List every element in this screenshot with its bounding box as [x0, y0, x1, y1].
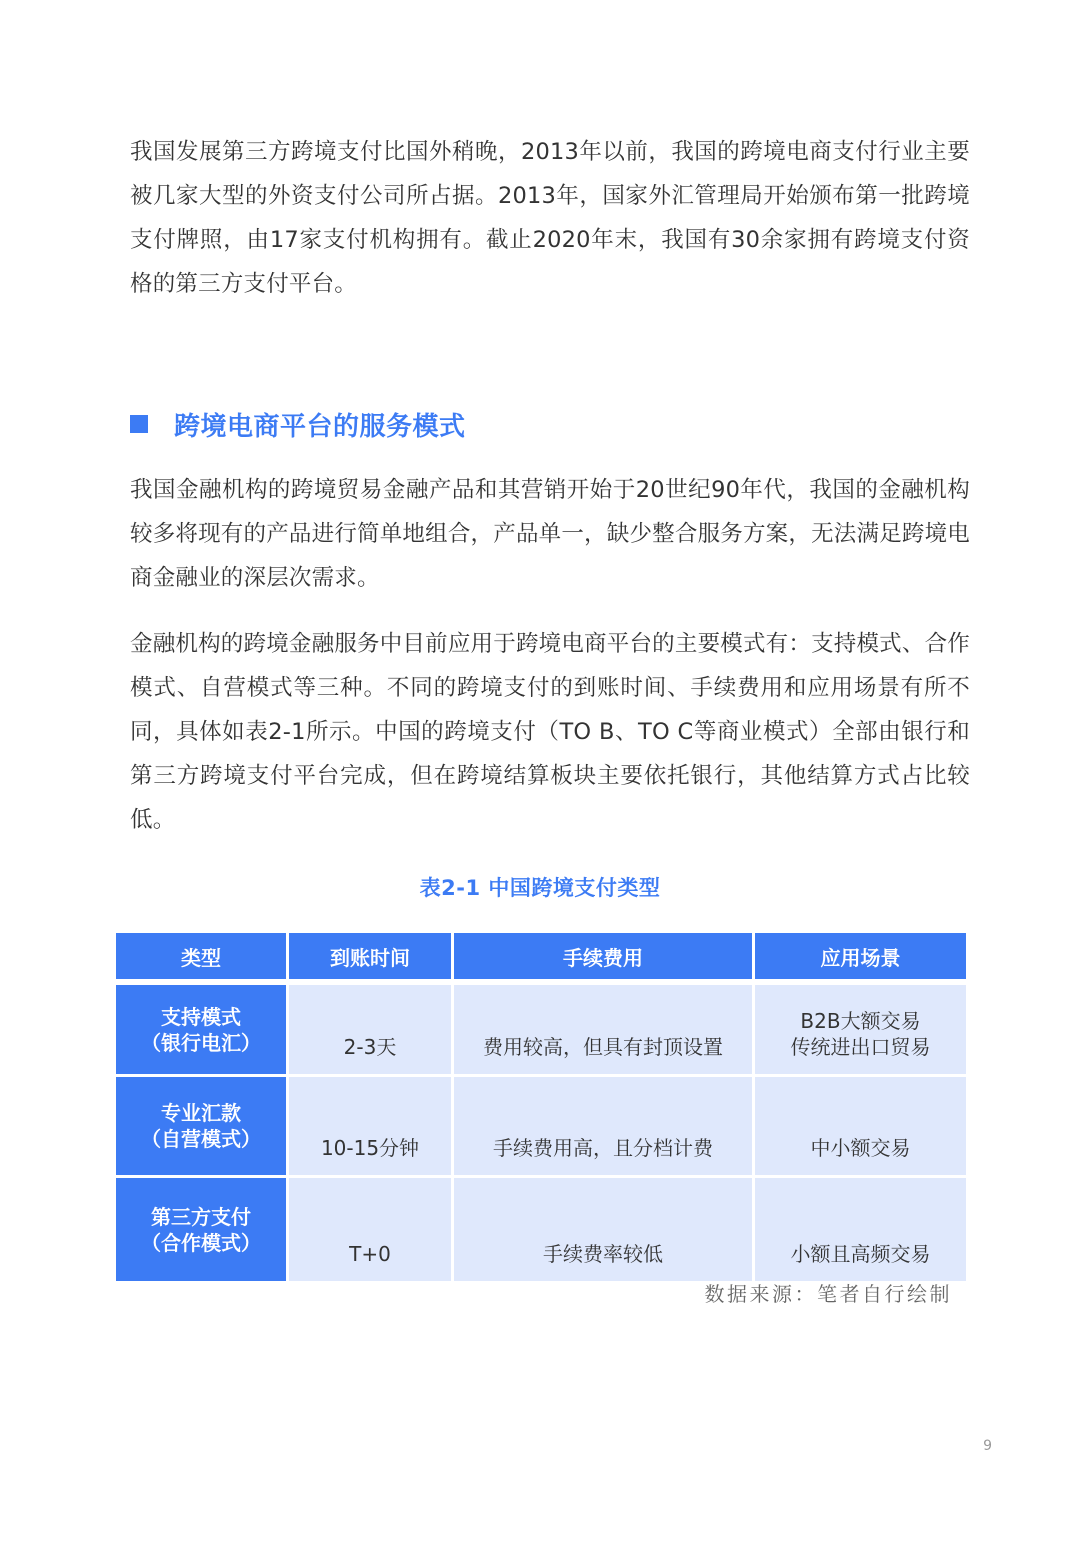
scenario-cell: 中小额交易 — [755, 1077, 966, 1178]
body-paragraph-2: 我国金融机构的跨境贸易金融产品和其营销开始于20世纪90年代，我国的金融机构较多将现有的产品进行简单地组合，产品单一，缺少整合服务方案，无法满足跨境电商金融业的深层次需求。 — [130, 477, 970, 591]
scenario-cell — [755, 985, 966, 1077]
intro-paragraph: 我国发展第三方跨境支付比国外稍晚，2013年以前，我国的跨境电商支付行业主要被几家大型的外资支付公司所占据。2013年，国家外汇管理局开始颁布第一批跨境支付牌照，由17家支付机构拥有。截止2020年末，我国有30余家拥有跨境支付资格的第三方支付平台。 — [130, 139, 970, 297]
table-row — [116, 1077, 966, 1178]
row-type-name: 第三方支付 — [151, 1204, 251, 1229]
square-bullet-icon — [130, 415, 148, 433]
row-type-name: 支持模式 — [161, 1004, 241, 1029]
row-type-mode: （银行电汇） — [141, 1030, 261, 1055]
table-header-row — [116, 933, 966, 985]
table-row — [116, 985, 966, 1077]
body-paragraph-3: 金融机构的跨境金融服务中目前应用于跨境电商平台的主要模式有：支持模式、合作模式、自营模式等三种。不同的跨境支付的到账时间、手续费用和应用场景有所不同，具体如表2-1所示。中国的跨境支付（TO B、TO C等商业模式）全部由银行和第三方跨境支付平台完成，但在跨境结算板块主要依托银行，其他结算方式占比较低。 — [130, 631, 970, 833]
fee-cell: 手续费用高，且分档计费 — [454, 1077, 755, 1178]
data-source-note: 数据来源：笔者自行绘制 — [704, 1282, 952, 1306]
arrival-time-cell: T+0 — [289, 1178, 454, 1281]
arrival-time-cell: 2-3天 — [289, 985, 454, 1077]
fee-cell: 手续费率较低 — [454, 1178, 755, 1281]
header-type: 类型 — [116, 933, 289, 985]
scenario-line: B2B大额交易 — [800, 1009, 921, 1033]
table-row — [116, 1178, 966, 1281]
fee-cell: 费用较高，但具有封顶设置 — [454, 985, 755, 1077]
payment-types-table — [116, 933, 966, 1281]
row-type-name: 专业汇款 — [161, 1101, 241, 1125]
header-scenario: 应用场景 — [755, 933, 966, 985]
row-type-cell — [116, 985, 289, 1077]
table-caption: 表2-1 中国跨境支付类型 — [419, 876, 661, 900]
row-type-cell — [116, 1077, 289, 1178]
header-arrival-time: 到账时间 — [289, 933, 454, 985]
section-heading — [130, 400, 466, 448]
section-title: 跨境电商平台的服务模式 — [174, 411, 466, 442]
row-type-mode: （合作模式） — [141, 1230, 261, 1255]
arrival-time-cell: 10-15分钟 — [289, 1077, 454, 1178]
page-number: 9 — [983, 1438, 992, 1454]
header-fee: 手续费用 — [454, 933, 755, 985]
scenario-cell: 小额且高频交易 — [755, 1178, 966, 1281]
row-type-cell — [116, 1178, 289, 1281]
scenario-line: 传统进出口贸易 — [790, 1035, 931, 1059]
row-type-mode: （自营模式） — [141, 1127, 261, 1151]
